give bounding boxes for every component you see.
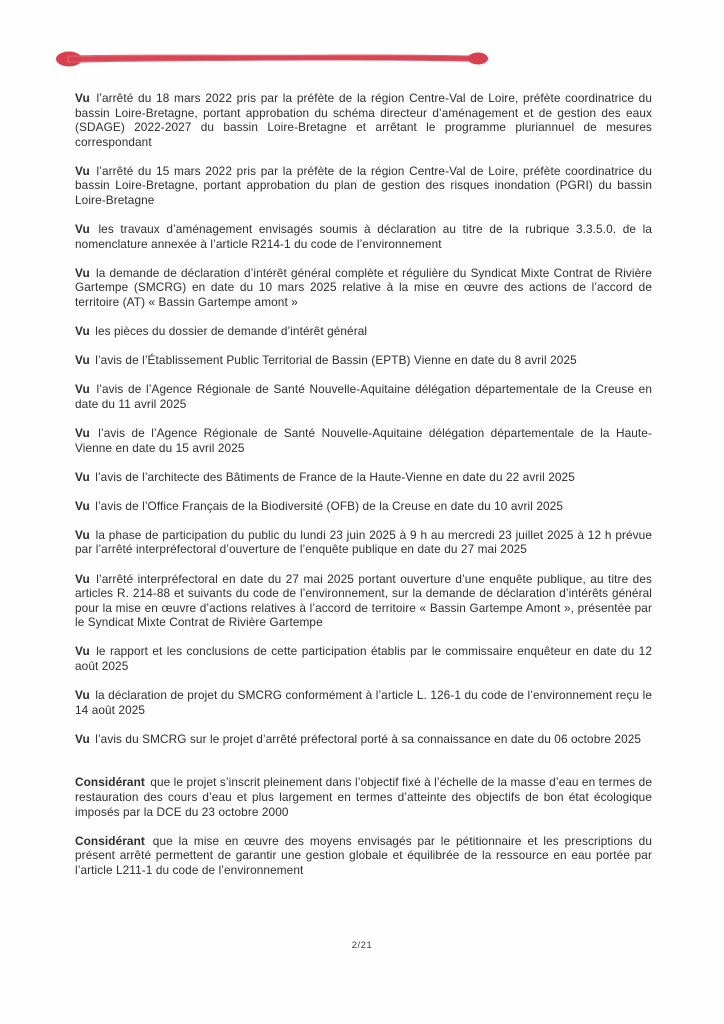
clause-lead: Vu xyxy=(75,571,95,586)
clause-lead: Vu xyxy=(75,163,95,178)
clause-lead: Vu xyxy=(75,382,95,397)
clause-lead: Vu xyxy=(75,222,97,237)
page-number: 2/21 xyxy=(351,940,373,951)
clause-text: les pièces du dossier de demande d’intérêt général xyxy=(95,324,368,339)
clause-paragraph xyxy=(75,572,652,630)
marker-band xyxy=(67,54,488,63)
clause-text: l’avis de l’Office Français de la Biodiversité (OFB) de la Creuse en date du 10 avril 2025 xyxy=(95,498,563,513)
clause-lead: Vu xyxy=(75,527,94,542)
clause-lead: Considérant xyxy=(75,775,149,790)
clause-text: l’arrêté du 18 mars 2022 pris par la préfète de la région Centre-Val de Loire, préfète coordinatrice du bassin Loire-Bretagne, portant approbation du schéma directeur d’aménagement et de gestion des eaux (SDAGE) 2022-2027 du bassin Loire-Bretagne et arrêtant le programme pluriannuel de mesures correspondant xyxy=(75,91,652,149)
clause-paragraph xyxy=(75,499,652,514)
clause-paragraph xyxy=(75,164,652,208)
clause-text: le rapport et les conclusions de cette participation établis par le commissaire enquêteur en date du 12 août 2025 xyxy=(75,644,652,674)
clause-paragraph xyxy=(75,222,652,251)
clause-text: l’avis de l’Établissement Public Territorial de Bassin (EPTB) Vienne en date du 8 avril 2025 xyxy=(95,353,577,368)
red-marker-stroke xyxy=(55,47,495,71)
clause-lead: Vu xyxy=(75,731,94,746)
clause-text: la phase de participation du public du lundi 23 juin 2025 à 9 h au mercredi 23 juillet 2025 à 12 h prévue par l’arrêté interpréfectoral d’ouverture de l’enquête publique en date du 27 mai 2025 xyxy=(75,527,653,557)
clause-lead: Vu xyxy=(75,324,94,339)
clause-paragraph xyxy=(75,834,652,878)
clause-paragraph xyxy=(75,688,652,717)
clause-paragraph xyxy=(75,470,652,485)
clause-paragraph xyxy=(75,775,652,819)
clause-lead: Vu xyxy=(75,469,94,484)
marker-right-blob xyxy=(468,53,488,65)
clause-paragraph xyxy=(75,382,652,411)
clause-paragraph xyxy=(75,732,652,747)
clause-text: les travaux d’aménagement envisagés soumis à déclaration au titre de la rubrique 3.3.5.0. de la nomenclature annexée à l’article R214-1 du code de l’environnement xyxy=(75,222,652,251)
clause-text: que le projet s’inscrit pleinement dans l’objectif fixé à l’échelle de la masse d’eau en termes de restauration des cours d’eau et plus largement en termes d’atteinte des objectifs de bon état écologique imposés par la DCE du 23 octobre 2000 xyxy=(75,775,652,819)
clause-text: l’avis de l’architecte des Bâtiments de France de la Haute-Vienne en date du 22 avril 2025 xyxy=(95,469,575,484)
clause-lead: Vu xyxy=(75,688,94,703)
clause-text: l’avis de l’Agence Régionale de Santé Nouvelle-Aquitaine délégation départementale de la Creuse en date du 11 avril 2025 xyxy=(75,382,652,411)
clause-paragraph xyxy=(75,324,652,339)
clause-lead: Vu xyxy=(75,91,95,105)
clause-paragraph xyxy=(75,426,652,455)
clause-lead: Vu xyxy=(75,265,94,280)
clause-text: l’arrêté interpréfectoral en date du 27 mai 2025 portant ouverture d’une enquête publique, au titre des articles R. 214-88 et suivants du code de l’environnement, sur la demande de déclaration d’intérêts général pour la mise en œuvre d’actions relatives à l’accord de territoire « Bassin Gartempe Amont », présentée par le Syndicat Mixte Contrat de Rivière Gartempe xyxy=(75,571,653,630)
clause-paragraph xyxy=(75,353,652,368)
clause-lead: Considérant xyxy=(75,833,151,848)
clause-lead: Vu xyxy=(75,644,95,659)
clause-text: que la mise en œuvre des moyens envisagés par le pétitionnaire et les prescriptions du présent arrêté permettent de garantir une gestion globale et équilibrée de la ressource en eau portée par l’article L211-1 du code de l’environnement xyxy=(75,833,652,877)
clause-text: l’avis de l’Agence Régionale de Santé Nouvelle-Aquitaine délégation départementale de la Haute-Vienne en date du 15 avril 2025 xyxy=(75,426,652,455)
marker-band-core xyxy=(69,56,483,62)
marker-left-blob xyxy=(56,52,82,67)
clause-text: l’arrêté du 15 mars 2022 pris par la préfète de la région Centre-Val de Loire, préfète coordinatrice du bassin Loire-Bretagne, portant approbation du plan de gestion des risques inondation (PGRI) du bassin Loire-Bretagne xyxy=(75,163,652,208)
clause-lead: Vu xyxy=(75,498,94,513)
clause-paragraph xyxy=(75,266,652,310)
clause-paragraph xyxy=(75,528,652,557)
clause-text: la déclaration de projet du SMCRG conformément à l’article L. 126-1 du code de l’environnement reçu le 14 août 2025 xyxy=(75,688,652,717)
clause-text: la demande de déclaration d’intérêt général complète et régulière du Syndicat Mixte Contrat de Rivière Gartempe (SMCRG) en date du 10 mars 2025 relative à la mise en œuvre des actions de l’accord de territoire (AT) « Bassin Gartempe amont » xyxy=(75,265,652,310)
clause-lead: Vu xyxy=(75,426,97,440)
clause-lead: Vu xyxy=(75,353,94,368)
clause-text: l’avis du SMCRG sur le projet d’arrêté préfectoral porté à sa connaissance en date du 06 octobre 2025 xyxy=(95,731,642,746)
clause-paragraph xyxy=(75,644,652,673)
clause-paragraph xyxy=(75,91,652,149)
document-body xyxy=(75,91,652,892)
